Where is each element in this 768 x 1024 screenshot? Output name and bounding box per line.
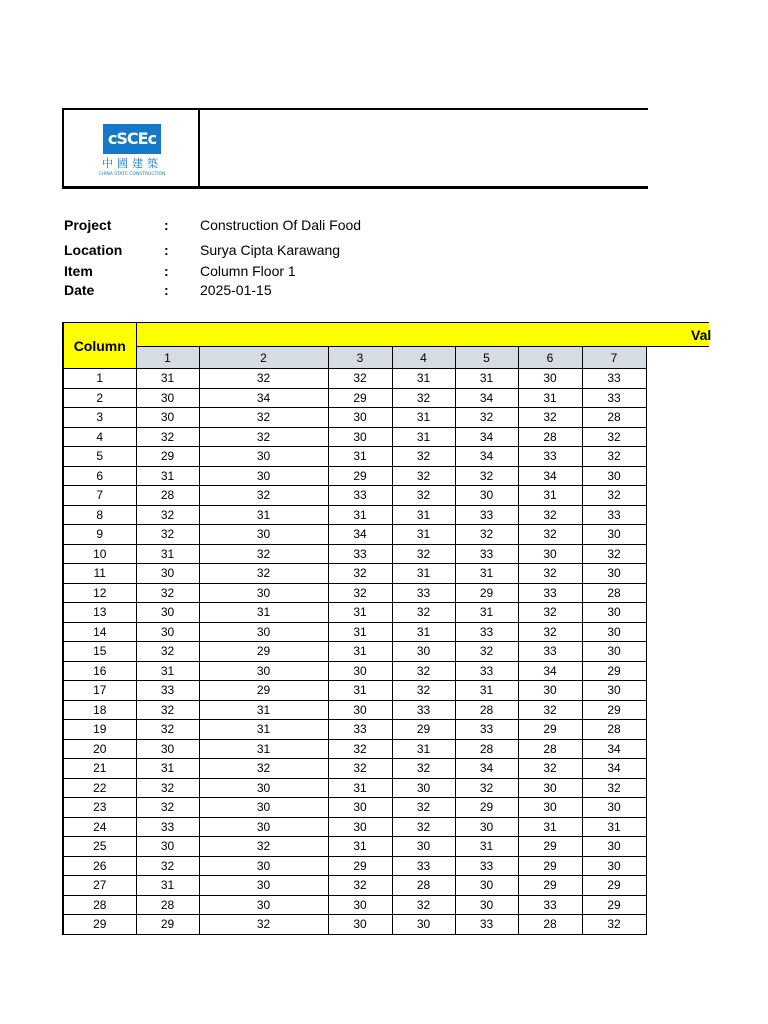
- value-cell: 32: [199, 427, 328, 447]
- table-row: [63, 720, 709, 740]
- value-header-label: Val: [691, 326, 712, 343]
- value-cell: 30: [199, 876, 328, 896]
- value-cell: 32: [199, 915, 328, 935]
- value-cell: 31: [199, 720, 328, 740]
- value-cell: 32: [392, 661, 455, 681]
- value-cell: 29: [518, 876, 582, 896]
- value-cell: 29: [199, 681, 328, 701]
- table-row: [63, 915, 709, 935]
- value-cell: 29: [328, 856, 392, 876]
- value-cell: 30: [328, 798, 392, 818]
- table-row: [63, 486, 709, 506]
- value-cell: 30: [199, 661, 328, 681]
- value-cell: 30: [136, 739, 199, 759]
- value-cell: 28: [455, 700, 518, 720]
- value-cell: 30: [582, 622, 646, 642]
- value-cell: 30: [328, 895, 392, 915]
- value-cell: 33: [455, 720, 518, 740]
- table-row: [63, 447, 709, 467]
- location-colon: :: [164, 242, 169, 258]
- value-cell: 30: [392, 915, 455, 935]
- row-number-cell: 14: [63, 622, 136, 642]
- table-row: [63, 603, 709, 623]
- value-cell: 33: [455, 856, 518, 876]
- value-cell: 33: [455, 915, 518, 935]
- row-number-cell: 3: [63, 408, 136, 428]
- row-number-cell: 9: [63, 525, 136, 545]
- value-cell: 31: [392, 427, 455, 447]
- value-cell: 30: [392, 837, 455, 857]
- column-header: Column: [63, 323, 136, 369]
- value-cell: 32: [199, 369, 328, 389]
- value-cell: 28: [136, 486, 199, 506]
- value-cell: 32: [392, 798, 455, 818]
- value-cell: 31: [392, 622, 455, 642]
- value-cell: 32: [392, 681, 455, 701]
- row-number-cell: 6: [63, 466, 136, 486]
- value-cell: 30: [582, 466, 646, 486]
- value-cell: 32: [328, 564, 392, 584]
- value-cell: 32: [136, 798, 199, 818]
- value-cell: 32: [455, 466, 518, 486]
- value-cell: 30: [518, 544, 582, 564]
- subheader-cell: 6: [518, 347, 582, 369]
- value-cell: 33: [136, 817, 199, 837]
- value-cell: 30: [518, 798, 582, 818]
- value-cell: 30: [199, 466, 328, 486]
- value-cell: 29: [328, 466, 392, 486]
- value-cell: 34: [455, 447, 518, 467]
- value-cell: 34: [328, 525, 392, 545]
- table-row: [63, 369, 709, 389]
- value-cell: 30: [328, 427, 392, 447]
- table-row: [63, 564, 709, 584]
- value-cell: 32: [518, 622, 582, 642]
- value-cell: 31: [455, 564, 518, 584]
- value-cell: 33: [582, 388, 646, 408]
- row-number-cell: 26: [63, 856, 136, 876]
- value-cell: 29: [136, 915, 199, 935]
- value-cell: 31: [199, 603, 328, 623]
- value-cell: 30: [582, 525, 646, 545]
- value-cell: 30: [582, 564, 646, 584]
- value-cell: 29: [392, 720, 455, 740]
- value-cell: 28: [392, 876, 455, 896]
- value-cell: 32: [582, 447, 646, 467]
- value-cell: 30: [136, 603, 199, 623]
- date-label: Date: [64, 282, 95, 298]
- table-row: [63, 700, 709, 720]
- value-cell: 30: [455, 817, 518, 837]
- value-cell: 29: [582, 700, 646, 720]
- value-cell: 31: [328, 642, 392, 662]
- value-cell: 30: [199, 856, 328, 876]
- value-cell: 29: [328, 388, 392, 408]
- table-row: [63, 642, 709, 662]
- value-cell: 29: [518, 856, 582, 876]
- value-cell: 30: [582, 603, 646, 623]
- table-body: [63, 369, 709, 935]
- value-cell: 29: [518, 837, 582, 857]
- subheader-cell: 4: [392, 347, 455, 369]
- value-cell: 32: [518, 525, 582, 545]
- header-divider: [198, 108, 200, 188]
- value-cell: 32: [392, 544, 455, 564]
- value-cell: 31: [199, 739, 328, 759]
- table-row: [63, 856, 709, 876]
- value-cell: 31: [392, 739, 455, 759]
- date-value: 2025-01-15: [200, 282, 272, 298]
- project-label: Project: [64, 217, 112, 233]
- value-cell: 33: [455, 661, 518, 681]
- value-cell: 31: [392, 525, 455, 545]
- value-cell: 31: [136, 661, 199, 681]
- value-cell: 32: [328, 369, 392, 389]
- value-cell: 32: [328, 739, 392, 759]
- value-cell: 33: [455, 622, 518, 642]
- value-header: [136, 323, 712, 347]
- row-number-cell: 1: [63, 369, 136, 389]
- row-number-cell: 11: [63, 564, 136, 584]
- value-cell: 32: [518, 564, 582, 584]
- row-number-cell: 21: [63, 759, 136, 779]
- location-label: Location: [64, 242, 123, 258]
- value-cell: 29: [455, 798, 518, 818]
- row-number-cell: 12: [63, 583, 136, 603]
- table-row: [63, 544, 709, 564]
- value-cell: 32: [136, 427, 199, 447]
- value-cell: 31: [136, 876, 199, 896]
- value-cell: 31: [455, 681, 518, 701]
- value-cell: 32: [518, 505, 582, 525]
- value-cell: 31: [582, 817, 646, 837]
- value-cell: 31: [328, 622, 392, 642]
- value-cell: 32: [455, 408, 518, 428]
- item-colon: :: [164, 263, 169, 279]
- value-cell: 33: [136, 681, 199, 701]
- value-cell: 31: [199, 505, 328, 525]
- value-cell: 31: [328, 837, 392, 857]
- logo-mark: cSCEc: [103, 124, 161, 154]
- value-cell: 28: [518, 915, 582, 935]
- value-cell: 31: [328, 681, 392, 701]
- value-cell: 30: [136, 388, 199, 408]
- value-cell: 34: [455, 388, 518, 408]
- value-cell: 33: [518, 447, 582, 467]
- value-cell: 30: [199, 447, 328, 467]
- value-cell: 33: [328, 486, 392, 506]
- value-cell: 33: [392, 700, 455, 720]
- value-cell: 30: [328, 700, 392, 720]
- value-cell: 32: [199, 837, 328, 857]
- value-cell: 31: [199, 700, 328, 720]
- value-cell: 32: [392, 817, 455, 837]
- value-cell: 30: [582, 856, 646, 876]
- value-cell: 32: [328, 759, 392, 779]
- value-cell: 34: [582, 759, 646, 779]
- value-cell: 30: [392, 778, 455, 798]
- value-cell: 32: [518, 700, 582, 720]
- value-cell: 30: [136, 622, 199, 642]
- value-cell: 28: [455, 739, 518, 759]
- value-cell: 31: [392, 505, 455, 525]
- value-cell: 28: [582, 408, 646, 428]
- row-number-cell: 13: [63, 603, 136, 623]
- value-cell: 30: [328, 661, 392, 681]
- row-number-cell: 19: [63, 720, 136, 740]
- value-cell: 33: [455, 544, 518, 564]
- value-cell: 31: [136, 369, 199, 389]
- value-cell: 32: [392, 466, 455, 486]
- value-cell: 30: [199, 622, 328, 642]
- table-row: [63, 525, 709, 545]
- row-number-cell: 29: [63, 915, 136, 935]
- value-cell: 32: [199, 486, 328, 506]
- value-cell: 31: [136, 759, 199, 779]
- value-cell: 33: [582, 505, 646, 525]
- value-cell: 33: [392, 856, 455, 876]
- value-cell: 32: [199, 564, 328, 584]
- value-cell: 31: [455, 837, 518, 857]
- row-number-cell: 5: [63, 447, 136, 467]
- row-number-cell: 2: [63, 388, 136, 408]
- value-cell: 30: [455, 895, 518, 915]
- table-row: [63, 427, 709, 447]
- value-cell: 31: [136, 466, 199, 486]
- value-cell: 32: [392, 759, 455, 779]
- row-number-cell: 18: [63, 700, 136, 720]
- value-cell: 28: [582, 720, 646, 740]
- row-number-cell: 4: [63, 427, 136, 447]
- table-row: [63, 817, 709, 837]
- header-left-border: [62, 108, 64, 188]
- row-number-cell: 17: [63, 681, 136, 701]
- value-cell: 30: [582, 837, 646, 857]
- value-cell: 31: [328, 447, 392, 467]
- project-colon: :: [164, 217, 169, 233]
- value-cell: 32: [518, 603, 582, 623]
- project-value: Construction Of Dali Food: [200, 217, 362, 233]
- header-box: [62, 108, 648, 188]
- value-cell: 28: [136, 895, 199, 915]
- value-cell: 32: [136, 700, 199, 720]
- value-cell: 33: [328, 720, 392, 740]
- value-cell: 32: [136, 525, 199, 545]
- value-cell: 31: [455, 603, 518, 623]
- table-row: [63, 583, 709, 603]
- value-cell: 32: [136, 720, 199, 740]
- subheader-cell: 2: [199, 347, 328, 369]
- table-row: [63, 505, 709, 525]
- value-cell: 32: [136, 505, 199, 525]
- value-cell: 32: [136, 778, 199, 798]
- value-cell: 30: [199, 798, 328, 818]
- value-cell: 34: [518, 661, 582, 681]
- row-number-cell: 8: [63, 505, 136, 525]
- value-cell: 32: [392, 895, 455, 915]
- value-cell: 33: [328, 544, 392, 564]
- value-cell: 31: [328, 778, 392, 798]
- row-number-cell: 10: [63, 544, 136, 564]
- value-cell: 30: [582, 642, 646, 662]
- table-row: [63, 661, 709, 681]
- value-cell: 34: [455, 759, 518, 779]
- date-colon: :: [164, 282, 169, 298]
- table-row: [63, 739, 709, 759]
- value-cell: 31: [518, 388, 582, 408]
- subheader-cell: 7: [582, 347, 646, 369]
- item-value: Column Floor 1: [200, 263, 296, 279]
- value-cell: 31: [392, 408, 455, 428]
- value-cell: 32: [582, 778, 646, 798]
- value-cell: 32: [455, 642, 518, 662]
- row-number-cell: 25: [63, 837, 136, 857]
- value-cell: 30: [455, 876, 518, 896]
- value-cell: 30: [136, 408, 199, 428]
- row-number-cell: 16: [63, 661, 136, 681]
- item-label: Item: [64, 263, 93, 279]
- row-number-cell: 23: [63, 798, 136, 818]
- value-cell: 30: [136, 564, 199, 584]
- company-logo: [76, 122, 188, 178]
- value-cell: 32: [199, 759, 328, 779]
- value-cell: 28: [518, 427, 582, 447]
- value-cell: 32: [136, 583, 199, 603]
- value-cell: 30: [328, 408, 392, 428]
- table-row: [63, 466, 709, 486]
- value-cell: 30: [199, 895, 328, 915]
- value-cell: 32: [328, 876, 392, 896]
- value-cell: 34: [518, 466, 582, 486]
- logo-chinese-text: 中國建築: [102, 157, 162, 170]
- value-cell: 29: [518, 720, 582, 740]
- value-cell: 33: [518, 895, 582, 915]
- subheader-row: [63, 347, 709, 369]
- value-cell: 30: [455, 486, 518, 506]
- value-cell: 30: [199, 817, 328, 837]
- row-number-cell: 22: [63, 778, 136, 798]
- value-cell: 32: [392, 388, 455, 408]
- value-cell: 30: [136, 837, 199, 857]
- value-cell: 32: [582, 486, 646, 506]
- table-row: [63, 778, 709, 798]
- table-row: [63, 759, 709, 779]
- value-cell: 32: [455, 778, 518, 798]
- value-cell: 31: [392, 564, 455, 584]
- value-cell: 32: [582, 427, 646, 447]
- row-number-cell: 27: [63, 876, 136, 896]
- table-row: [63, 388, 709, 408]
- value-cell: 29: [582, 876, 646, 896]
- value-cell: 33: [582, 369, 646, 389]
- row-number-cell: 24: [63, 817, 136, 837]
- value-cell: 30: [328, 915, 392, 935]
- value-cell: 33: [518, 642, 582, 662]
- value-cell: 29: [582, 661, 646, 681]
- subheader-cell: 1: [136, 347, 199, 369]
- value-cell: 32: [392, 603, 455, 623]
- value-cell: 32: [392, 486, 455, 506]
- value-cell: 32: [199, 408, 328, 428]
- value-cell: 29: [455, 583, 518, 603]
- value-cell: 31: [518, 817, 582, 837]
- value-cell: 32: [136, 642, 199, 662]
- table-row: [63, 837, 709, 857]
- row-number-cell: 7: [63, 486, 136, 506]
- value-cell: 30: [328, 817, 392, 837]
- header-top-border: [62, 108, 648, 110]
- value-cell: 34: [455, 427, 518, 447]
- table-row: [63, 895, 709, 915]
- logo-english-text: CHINA STATE CONSTRUCTION: [98, 172, 166, 177]
- value-cell: 34: [199, 388, 328, 408]
- value-cell: 30: [582, 798, 646, 818]
- value-cell: 32: [582, 544, 646, 564]
- value-cell: 32: [455, 525, 518, 545]
- header-bottom-border: [62, 186, 648, 189]
- value-cell: 33: [518, 583, 582, 603]
- value-cell: 31: [328, 603, 392, 623]
- value-cell: 32: [518, 408, 582, 428]
- location-value: Surya Cipta Karawang: [200, 242, 341, 258]
- subheader-cell: 3: [328, 347, 392, 369]
- value-cell: 31: [328, 505, 392, 525]
- value-cell: 30: [518, 778, 582, 798]
- value-cell: 30: [518, 369, 582, 389]
- table-row: [63, 408, 709, 428]
- value-cell: 29: [136, 447, 199, 467]
- value-cell: 30: [199, 778, 328, 798]
- value-cell: 30: [392, 642, 455, 662]
- table-row: [63, 876, 709, 896]
- value-cell: 32: [392, 447, 455, 467]
- value-cell: 31: [455, 369, 518, 389]
- value-cell: 32: [199, 544, 328, 564]
- measurement-table: [62, 322, 712, 935]
- value-cell: 29: [582, 895, 646, 915]
- value-cell: 31: [518, 486, 582, 506]
- row-number-cell: 20: [63, 739, 136, 759]
- table-row: [63, 798, 709, 818]
- value-cell: 32: [582, 915, 646, 935]
- value-cell: 32: [518, 759, 582, 779]
- value-cell: 29: [199, 642, 328, 662]
- table-row: [63, 681, 709, 701]
- value-cell: 31: [136, 544, 199, 564]
- value-cell: 32: [136, 856, 199, 876]
- value-cell: 32: [328, 583, 392, 603]
- row-number-cell: 28: [63, 895, 136, 915]
- value-cell: 30: [582, 681, 646, 701]
- value-cell: 34: [582, 739, 646, 759]
- value-cell: 28: [518, 739, 582, 759]
- value-cell: 33: [455, 505, 518, 525]
- value-cell: 30: [518, 681, 582, 701]
- row-number-cell: 15: [63, 642, 136, 662]
- value-cell: 31: [392, 369, 455, 389]
- value-cell: 28: [582, 583, 646, 603]
- table-row: [63, 622, 709, 642]
- value-cell: 30: [199, 583, 328, 603]
- value-cell: 33: [392, 583, 455, 603]
- subheader-cell: 5: [455, 347, 518, 369]
- value-cell: 30: [199, 525, 328, 545]
